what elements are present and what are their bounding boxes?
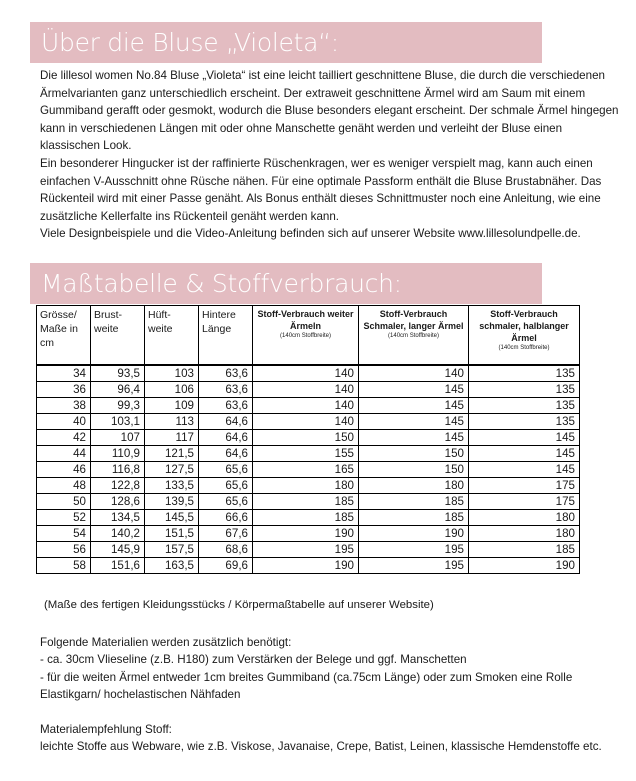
table-cell: 38 xyxy=(37,398,91,414)
column-header: Hüft-weite xyxy=(145,306,199,366)
table-cell: 140 xyxy=(253,382,359,398)
table-row xyxy=(37,382,580,398)
table-header-row xyxy=(37,306,580,366)
table-cell: 99,3 xyxy=(91,398,145,414)
table-cell: 157,5 xyxy=(145,542,199,558)
table-row xyxy=(37,478,580,494)
table-cell: 116,8 xyxy=(91,462,145,478)
table-cell: 117 xyxy=(145,430,199,446)
table-row xyxy=(37,430,580,446)
table-cell: 64,6 xyxy=(199,414,253,430)
table-cell: 133,5 xyxy=(145,478,199,494)
table-cell: 139,5 xyxy=(145,494,199,510)
table-cell: 96,4 xyxy=(91,382,145,398)
table-cell: 64,6 xyxy=(199,446,253,462)
table-cell: 63,6 xyxy=(199,365,253,382)
section-heading-size-table: Maßtabelle & Stoffverbrauch: xyxy=(30,263,542,304)
table-caption: (Maße des fertigen Kleidungsstücks / Körpermaßtabelle auf unserer Website) xyxy=(44,599,434,611)
table-cell: 185 xyxy=(469,542,580,558)
table-cell: 145,5 xyxy=(145,510,199,526)
table-cell: 122,8 xyxy=(91,478,145,494)
table-cell: 54 xyxy=(37,526,91,542)
table-cell: 135 xyxy=(469,382,580,398)
table-body xyxy=(37,365,580,574)
table-cell: 140,2 xyxy=(91,526,145,542)
table-cell: 63,6 xyxy=(199,398,253,414)
table-cell: 140 xyxy=(253,398,359,414)
table-cell: 195 xyxy=(359,542,469,558)
table-cell: 185 xyxy=(253,494,359,510)
column-header-label: Stoff-Verbrauch schmaler, halblanger Ärmel xyxy=(479,309,569,343)
table-cell: 68,6 xyxy=(199,542,253,558)
table-row xyxy=(37,398,580,414)
table-cell: 48 xyxy=(37,478,91,494)
table-cell: 140 xyxy=(253,414,359,430)
table-cell: 180 xyxy=(359,478,469,494)
table-row xyxy=(37,414,580,430)
table-cell: 58 xyxy=(37,558,91,574)
table-cell: 110,9 xyxy=(91,446,145,462)
table-cell: 175 xyxy=(469,478,580,494)
table-cell: 150 xyxy=(359,462,469,478)
table-cell: 121,5 xyxy=(145,446,199,462)
table-row xyxy=(37,494,580,510)
table-cell: 109 xyxy=(145,398,199,414)
table-row xyxy=(37,558,580,574)
table-cell: 145 xyxy=(359,430,469,446)
table-cell: 180 xyxy=(469,510,580,526)
table-row xyxy=(37,446,580,462)
table-cell: 69,6 xyxy=(199,558,253,574)
table-cell: 135 xyxy=(469,365,580,382)
table-cell: 34 xyxy=(37,365,91,382)
table-cell: 185 xyxy=(359,510,469,526)
table-cell: 195 xyxy=(359,558,469,574)
table-cell: 145 xyxy=(469,430,580,446)
table-cell: 113 xyxy=(145,414,199,430)
column-header xyxy=(253,306,359,366)
table-row xyxy=(37,542,580,558)
table-cell: 67,6 xyxy=(199,526,253,542)
column-header-note: (140cm Stoffbreite) xyxy=(498,345,550,351)
table-cell: 185 xyxy=(253,510,359,526)
table-row xyxy=(37,526,580,542)
materials-item: - ca. 30cm Vlieseline (z.B. H180) zum Verstärken der Belege und ggf. Manschetten xyxy=(40,653,467,667)
table-cell: 180 xyxy=(253,478,359,494)
column-header: Grösse/ Maße in cm xyxy=(37,306,91,366)
table-cell: 103 xyxy=(145,365,199,382)
table-cell: 150 xyxy=(359,446,469,462)
table-cell: 145 xyxy=(359,382,469,398)
table-row xyxy=(37,365,580,382)
column-header xyxy=(469,306,580,366)
table-row xyxy=(37,462,580,478)
table-cell: 66,6 xyxy=(199,510,253,526)
table-row xyxy=(37,510,580,526)
table-cell: 63,6 xyxy=(199,382,253,398)
table-cell: 145,9 xyxy=(91,542,145,558)
intro-text xyxy=(40,67,620,243)
column-header-note: (140cm Stoffbreite) xyxy=(388,333,439,339)
table-cell: 65,6 xyxy=(199,462,253,478)
table-cell: 40 xyxy=(37,414,91,430)
table-cell: 65,6 xyxy=(199,478,253,494)
table-cell: 106 xyxy=(145,382,199,398)
table-cell: 44 xyxy=(37,446,91,462)
table-cell: 140 xyxy=(253,365,359,382)
table-cell: 93,5 xyxy=(91,365,145,382)
column-header: Brust-weite xyxy=(91,306,145,366)
table-cell: 42 xyxy=(37,430,91,446)
table-cell: 135 xyxy=(469,398,580,414)
table-cell: 145 xyxy=(359,398,469,414)
table-cell: 134,5 xyxy=(91,510,145,526)
fabric-heading: Materialempfehlung Stoff: xyxy=(40,722,172,736)
table-cell: 36 xyxy=(37,382,91,398)
table-cell: 135 xyxy=(469,414,580,430)
table-cell: 128,6 xyxy=(91,494,145,510)
materials-item: - für die weiten Ärmel entweder 1cm breites Gummiband (ca.75cm Länge) oder zum Smoken eine Rolle Elastikgarn/ hochelastischen Nähfaden xyxy=(40,670,573,702)
table-cell: 190 xyxy=(253,526,359,542)
table-cell: 185 xyxy=(359,494,469,510)
section-heading-about: Über die Bluse „Violeta“: xyxy=(30,22,542,63)
table-cell: 107 xyxy=(91,430,145,446)
fabric-text: leichte Stoffe aus Webware, wie z.B. Viskose, Javanaise, Crepe, Batist, Leinen, klassische Hemdenstoffe etc. xyxy=(40,740,602,754)
table-cell: 155 xyxy=(253,446,359,462)
column-header-label: Stoff-Verbrauch Schmaler, langer Ärmel xyxy=(363,309,464,331)
table-cell: 150 xyxy=(253,430,359,446)
table-cell: 195 xyxy=(253,542,359,558)
table-cell: 165 xyxy=(253,462,359,478)
table-cell: 127,5 xyxy=(145,462,199,478)
materials-section xyxy=(40,634,620,755)
table-cell: 46 xyxy=(37,462,91,478)
table-cell: 145 xyxy=(469,462,580,478)
column-header xyxy=(359,306,469,366)
table-cell: 190 xyxy=(253,558,359,574)
size-table xyxy=(36,305,580,574)
table-cell: 175 xyxy=(469,494,580,510)
column-header: Hintere Länge xyxy=(199,306,253,366)
table-cell: 145 xyxy=(359,414,469,430)
table-cell: 163,5 xyxy=(145,558,199,574)
table-cell: 140 xyxy=(359,365,469,382)
materials-heading: Folgende Materialien werden zusätzlich benötigt: xyxy=(40,636,292,649)
table-cell: 151,5 xyxy=(145,526,199,542)
table-cell: 56 xyxy=(37,542,91,558)
intro-paragraph: Viele Designbeispiele und die Video-Anleitung befinden sich auf unserer Website www.lillesolundpelle.de. xyxy=(40,227,581,241)
table-cell: 190 xyxy=(359,526,469,542)
intro-paragraph: Die lillesol women No.84 Bluse „Violeta“ ist eine leicht tailliert geschnittene Bluse, die durch die verschiedenen Ärmelvarianten ganz unterschiedlich erscheint. Der extraweit geschnittene Ärmel wird am Saum mit einem Gummiband gerafft oder gesmokt, wodurch die Bluse besonders elegant erscheint. Der schmale Ärmel hingegen kann in verschiedenen Längen mit oder ohne Manschette genäht werden und verleiht der Bluse einen klassischen Look. xyxy=(40,69,619,153)
column-header-note: (140cm Stoffbreite) xyxy=(280,333,331,339)
table-cell: 190 xyxy=(469,558,580,574)
table-cell: 151,6 xyxy=(91,558,145,574)
table-cell: 65,6 xyxy=(199,494,253,510)
table-cell: 50 xyxy=(37,494,91,510)
table-cell: 145 xyxy=(469,446,580,462)
intro-paragraph: Ein besonderer Hingucker ist der raffinierte Rüschenkragen, wer es weniger verspielt mag, kann auch einen einfachen V-Ausschnitt ohne Rüsche nähen. Für eine optimale Passform enthält die Bluse Brustabnäher. Das Rückenteil wird mit einer Passe genäht. Als Bonus enthält dieses Schnittmuster noch eine Anleitung, wie eine zusätzliche Kellerfalte ins Rückenteil genäht werden kann. xyxy=(40,156,602,223)
column-header-label: Stoff-Verbrauch weiter Ärmeln xyxy=(257,309,354,331)
table-cell: 64,6 xyxy=(199,430,253,446)
table-cell: 180 xyxy=(469,526,580,542)
table-cell: 103,1 xyxy=(91,414,145,430)
table-cell: 52 xyxy=(37,510,91,526)
